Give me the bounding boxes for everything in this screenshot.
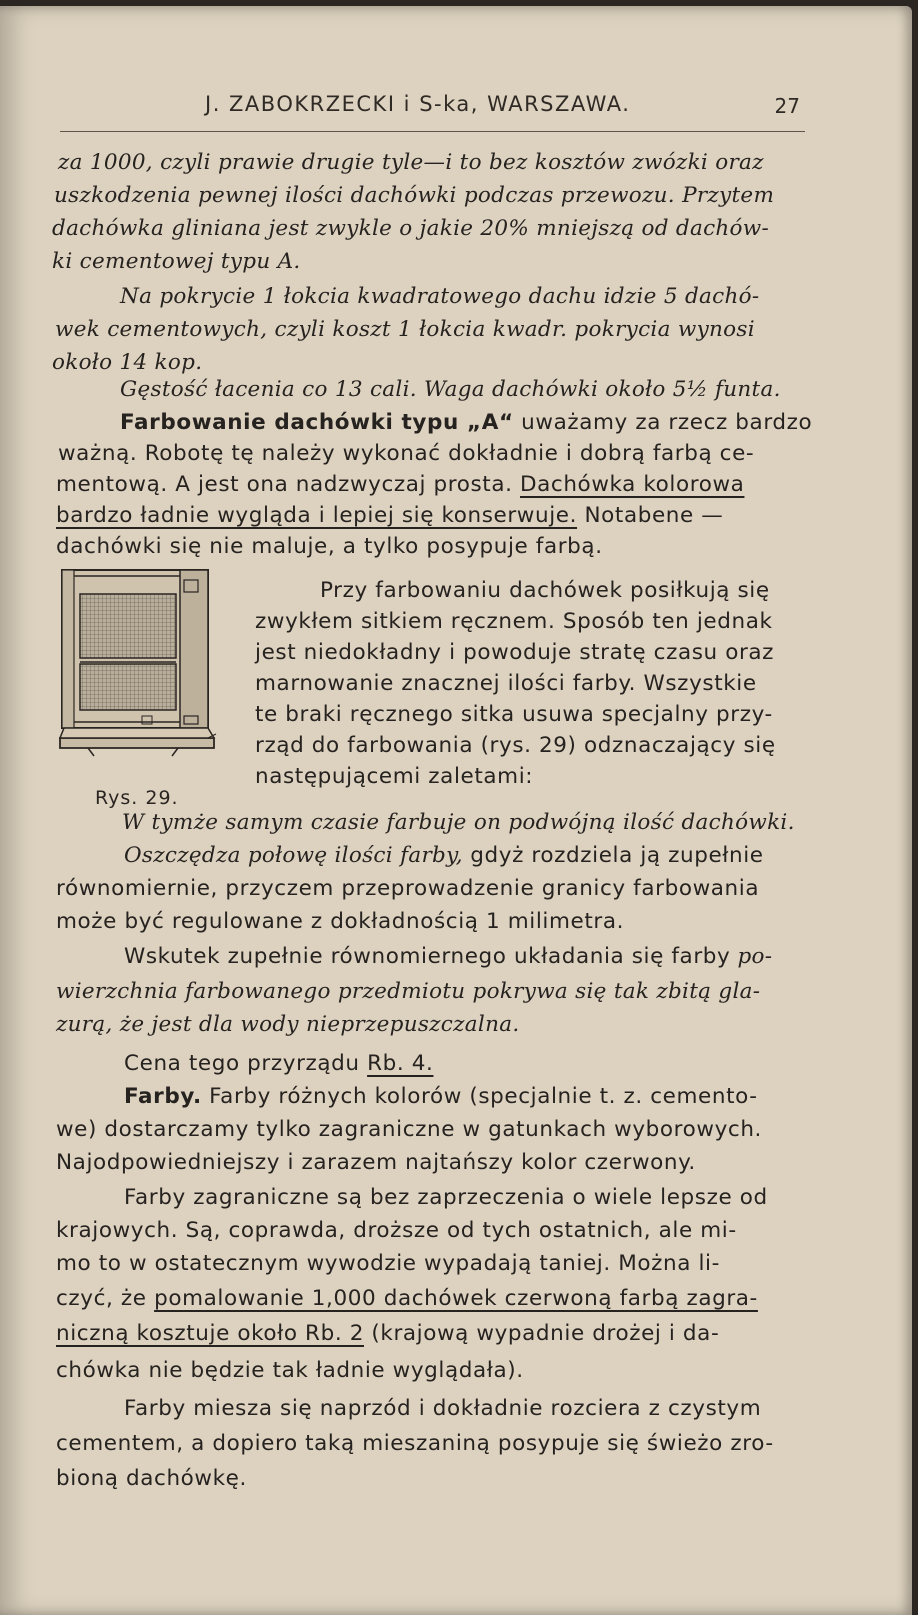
figure-rys-29 [58, 566, 220, 778]
text-line: bardzo ładnie wygląda i lepiej się konserwuje. Notabene — [56, 503, 724, 528]
text-line: wierzchnia farbowanego przedmiotu pokrywa się tak zbitą gla- [56, 979, 761, 1004]
text-line: zurą, że jest dla wody nieprzepuszczalna. [56, 1012, 520, 1037]
text-line: za 1000, czyli prawie drugie tyle—i to bez kosztów zwózki oraz [58, 150, 764, 175]
text-line: cementem, a dopiero taką mieszaniną posypuje się świeżo zro- [56, 1431, 774, 1456]
text-line: Farby. Farby różnych kolorów (specjalnie t. z. cemento- [124, 1084, 758, 1109]
text-line: ważną. Robotę tę należy wykonać dokładnie i dobrą farbą ce- [58, 441, 755, 466]
section-heading: Farbowanie dachówki typu „A“ [120, 410, 514, 435]
text-line: niczną kosztuje około Rb. 2 (krajową wypadnie drożej i da- [56, 1321, 720, 1346]
text-line: mo to w ostatecznym wywodzie wypadają taniej. Można li- [56, 1251, 720, 1276]
running-header [60, 92, 800, 132]
section-heading: Farby. [124, 1084, 202, 1109]
text-line: Farbowanie dachówki typu „A“ uważamy za rzecz bardzo [120, 410, 813, 435]
text-line: następującemi zaletami: [255, 764, 534, 789]
text-line: krajowych. Są, coprawda, droższe od tych ostatnich, ale mi- [56, 1218, 737, 1243]
figure-caption: Rys. 29. [95, 787, 179, 809]
text-line: uszkodzenia pewnej ilości dachówki podczas przewozu. Przytem [54, 183, 775, 208]
text-line: Na pokrycie 1 łokcia kwadratowego dachu idzie 5 dachó- [120, 284, 760, 309]
text-line: jest niedokładny i powoduje stratę czasu oraz [255, 640, 775, 665]
text-line: Gęstość łacenia co 13 cali. Waga dachówki około 5½ funta. [120, 377, 781, 402]
text-line: Oszczędza połowę ilości farby, gdyż rozdziela ją zupełnie [124, 843, 764, 868]
sieve-apparatus-illustration [58, 566, 220, 778]
text-line: ki cementowej typu A. [52, 249, 301, 274]
page-number: 27 [774, 94, 800, 118]
text-line: mentową. A jest ona nadzwyczaj prosta. Dachówka kolorowa [56, 472, 745, 497]
text-line: dachówki się nie maluje, a tylko posypuje farbą. [56, 534, 603, 559]
text-line: chówka nie będzie tak ładnie wyglądała). [56, 1358, 524, 1383]
text-line: bioną dachówkę. [56, 1466, 247, 1491]
underlined-text: pomalowanie 1,000 dachówek czerwoną farbą zagra- [154, 1286, 758, 1311]
text-line: dachówka gliniana jest zwykle o jakie 20% mniejszą od dachów- [52, 216, 770, 241]
price-value: Rb. 4. [367, 1051, 434, 1076]
header-rule [60, 131, 805, 132]
text-line: Cena tego przyrządu Rb. 4. [124, 1051, 434, 1076]
text-line: Wskutek zupełnie równomiernego układania się farby po- [124, 944, 773, 969]
text-line: Farby miesza się naprzód i dokładnie rozciera z czystym [124, 1396, 762, 1421]
text-line: Przy farbowaniu dachówek posiłkują się [320, 578, 770, 603]
text-line: we) dostarczamy tylko zagraniczne w gatunkach wyborowych. [56, 1117, 762, 1142]
text-line: równomiernie, przyczem przeprowadzenie granicy farbowania [56, 876, 760, 901]
text-line: rząd do farbowania (rys. 29) odznaczający się [255, 733, 776, 758]
text-line: wek cementowych, czyli koszt 1 łokcia kwadr. pokrycia wynosi [55, 317, 755, 342]
text-line: marnowanie znacznej ilości farby. Wszystkie [255, 671, 757, 696]
text-line: może być regulowane z dokładnością 1 milimetra. [56, 909, 625, 934]
underlined-text: Dachówka kolorowa [519, 472, 745, 497]
text-line: W tymże samym czasie farbuje on podwójną ilość dachówki. [122, 810, 795, 835]
underlined-text: bardzo ładnie wygląda i lepiej się konserwuje. [56, 503, 578, 528]
text-line: zwykłem sitkiem ręcznem. Sposób ten jednak [255, 609, 773, 634]
text-line: te braki ręcznego sitka usuwa specjalny przy- [255, 702, 773, 727]
text-line: około 14 kop. [52, 350, 203, 375]
header-title: J. ZABOKRZECKI i S-ka, WARSZAWA. [205, 92, 631, 116]
underlined-text: niczną kosztuje około Rb. 2 [56, 1321, 364, 1346]
text-line: Najodpowiedniejszy i zarazem najtańszy kolor czerwony. [56, 1150, 696, 1175]
text-line: Farby zagraniczne są bez zaprzeczenia o wiele lepsze od [124, 1185, 768, 1210]
text-line: czyć, że pomalowanie 1,000 dachówek czerwoną farbą zagra- [56, 1286, 758, 1311]
